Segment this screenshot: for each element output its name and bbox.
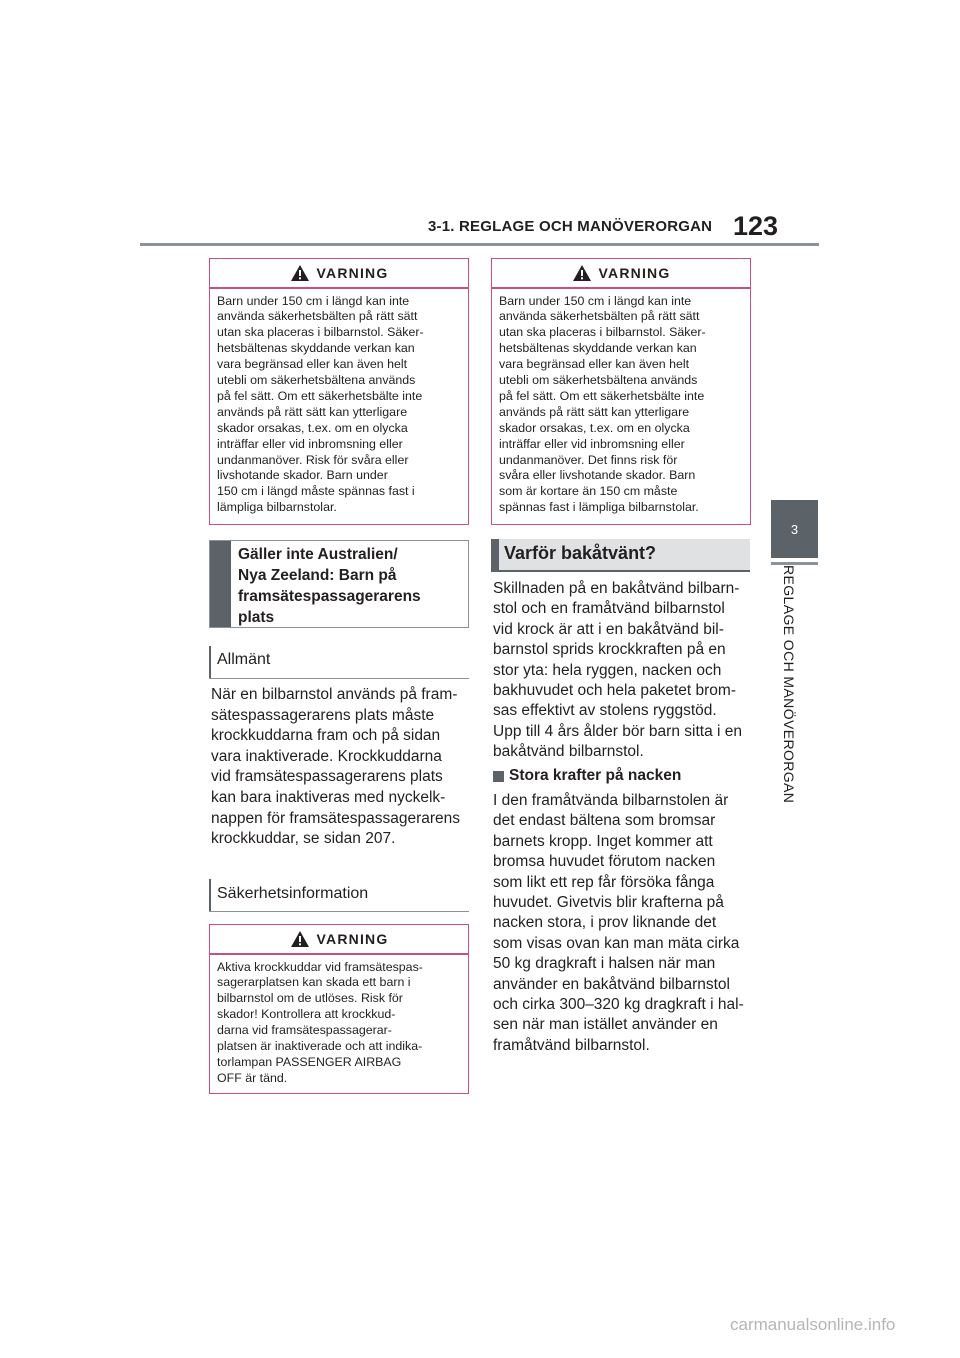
- warning-line: används på rätt sätt kan ytterligare: [499, 404, 690, 419]
- warning-line: hetsbältenas skyddande verkan kan: [217, 341, 415, 356]
- subheading-bar: [209, 646, 211, 678]
- header-divider: [140, 243, 819, 246]
- chapter-number: 3: [790, 521, 799, 537]
- paragraph-line: huvudet. Givetvis blir krafterna på: [493, 894, 724, 912]
- warning-line: darna vid framsätespassagerar-: [217, 1023, 392, 1038]
- bullet-square-icon: [493, 771, 504, 782]
- warning-line: lämpliga bilbarnstolar.: [217, 500, 337, 515]
- section-heading-text: [238, 544, 421, 628]
- paragraph-line: 50 kg dragkraft i halsen när man: [493, 955, 716, 973]
- warning-line: inträffar eller vid inbromsning eller: [499, 436, 685, 451]
- warning-line: skador orsakas, t.ex. om en olycka: [499, 420, 690, 435]
- warning-line: sagerarplatsen kan skada ett barn i: [217, 975, 411, 990]
- paragraph-line: använder en bakåtvänd bilbarnstol: [493, 975, 730, 993]
- warning-text: [210, 289, 468, 517]
- warning-label: VARNING: [316, 931, 389, 947]
- paragraph-line: det endast bältena som bromsar: [493, 812, 716, 830]
- paragraph-line: vid krock är att i en bakåtvänd bil-: [493, 620, 724, 638]
- warning-line: undanmanöver. Risk för svåra eller: [217, 452, 409, 467]
- paragraph-line: stor yta: hela ryggen, nacken och: [493, 661, 722, 679]
- paragraph-line: Upp till 4 års ålder bör barn sitta i en: [493, 722, 742, 740]
- warning-header: [492, 259, 750, 287]
- paragraph-line: framåtvänd bilbarnstol.: [493, 1036, 650, 1054]
- section-heading-line: Nya Zeeland: Barn på: [238, 567, 397, 584]
- paragraph-line: som visas ovan kan man mäta cirka: [493, 934, 740, 952]
- warning-line: Aktiva krockkuddar vid framsätespas-: [217, 959, 423, 974]
- intro-paragraph: [493, 579, 755, 763]
- warning-line: 150 cm i längd måste spännas fast i: [217, 484, 415, 499]
- paragraph-line: nacken stora, i prov liknande det: [493, 914, 717, 932]
- subheading-safety: Säkerhetsinformation: [217, 885, 369, 902]
- paragraph-line: kan bara inaktiveras med nyckelk-: [211, 788, 446, 806]
- paragraph-line: bakhuvudet och hela paketet brom-: [493, 682, 736, 700]
- warning-label: VARNING: [598, 265, 671, 281]
- warning-box-airbag: [209, 924, 469, 1094]
- warning-line: utan ska placeras i bilbarnstol. Säker-: [217, 325, 424, 340]
- warning-line: på fel sätt. Om ett säkerhetsbälte inte: [217, 388, 423, 403]
- bullet-paragraph: [493, 791, 755, 1056]
- warning-triangle-icon: [290, 264, 310, 282]
- warning-label: VARNING: [316, 265, 389, 281]
- warning-line: Barn under 150 cm i längd kan inte: [217, 293, 410, 308]
- section-heading-line: plats: [238, 609, 275, 626]
- warning-text: [210, 955, 468, 1087]
- watermark: carmanualsonline.info: [730, 1315, 896, 1334]
- section-heading-line: framsätespassagerarens: [238, 588, 421, 605]
- chapter-title: REGLAGE OCH MANÖVERORGAN: [781, 565, 797, 804]
- paragraph-line: krockkuddarna fram och på sidan: [211, 727, 441, 745]
- warning-box-child-height-right: [491, 258, 751, 525]
- warning-box-child-height: [209, 258, 469, 525]
- warning-line: vara begränsad eller kan även helt: [499, 357, 690, 372]
- warning-line: på fel sätt. Om ett säkerhetsbälte inte: [499, 388, 705, 403]
- paragraph-line: bromsa huvudet förutom nacken: [493, 853, 716, 871]
- warning-line: använda säkerhetsbälten på rätt sätt: [217, 309, 418, 324]
- warning-line: utebli om säkerhetsbältena används: [217, 373, 416, 388]
- warning-line: OFF är tänd.: [217, 1070, 288, 1085]
- paragraph-line: barnets kropp. Inget kommer att: [493, 832, 713, 850]
- paragraph-line: Skillnaden på en bakåtvänd bilbarn-: [493, 580, 740, 597]
- subheading-bar: [209, 879, 211, 911]
- paragraph-line: barnstol sprids krockkraften på en: [493, 641, 726, 659]
- paragraph-line: som likt ett rep får försöka fånga: [493, 873, 715, 891]
- warning-line: bilbarnstol om de utlöses. Risk för: [217, 991, 403, 1006]
- paragraph-line: sätespassagerarens plats måste: [211, 706, 435, 724]
- section-title: 3-1. REGLAGE OCH MANÖVERORGAN: [428, 218, 713, 235]
- paragraph-line: sas effektivt av stolens ryggstöd.: [493, 702, 717, 720]
- paragraph-line: krockkuddar, se sidan 207.: [211, 830, 396, 848]
- warning-line: utan ska placeras i bilbarnstol. Säker-: [499, 325, 706, 340]
- paragraph-line: sen när man istället använder en: [493, 1016, 718, 1034]
- warning-line: spännas fast i lämpliga bilbarnstolar.: [499, 500, 699, 515]
- subheading-divider: [209, 678, 469, 679]
- warning-line: platsen är inaktiverade och att indika-: [217, 1039, 423, 1054]
- paragraph-line: vid framsätespassagerarens plats: [211, 768, 443, 786]
- warning-line: utebli om säkerhetsbältena används: [499, 373, 698, 388]
- section-heading-line: Gäller inte Australien/: [238, 546, 398, 563]
- warning-line: som är kortare än 150 cm måste: [499, 484, 678, 499]
- warning-text: [492, 289, 750, 517]
- bullet-heading: [493, 767, 681, 785]
- paragraph-line: vara inaktiverade. Krockkuddarna: [211, 747, 442, 765]
- paragraph-line: bakåtvänd bilbarnstol.: [493, 743, 644, 761]
- warning-line: använda säkerhetsbälten på rätt sätt: [499, 309, 700, 324]
- warning-line: hetsbältenas skyddande verkan kan: [499, 341, 697, 356]
- paragraph-line: I den framåtvända bilbarnstolen är: [493, 792, 729, 809]
- subheading-divider: [209, 911, 469, 912]
- paragraph-line: nappen för framsätespassagerarens: [211, 809, 461, 827]
- heading-bar: [491, 539, 499, 570]
- bullet-heading-text: Stora krafter på nacken: [509, 767, 682, 784]
- warning-line: används på rätt sätt kan ytterligare: [217, 404, 408, 419]
- paragraph-line: När en bilbarnstol används på fram-: [211, 686, 458, 703]
- warning-triangle-icon: [572, 264, 592, 282]
- heading-text: Varför bakåtvänt?: [504, 543, 657, 563]
- warning-header: [210, 259, 468, 287]
- warning-line: undanmanöver. Det finns risk för: [499, 452, 678, 467]
- warning-line: svåra eller livshotande skador. Barn: [499, 468, 696, 483]
- rear-facing-heading: [491, 539, 750, 570]
- warning-line: vara begränsad eller kan även helt: [217, 357, 408, 372]
- warning-triangle-icon: [290, 930, 310, 948]
- chapter-tab: [771, 500, 818, 558]
- section-heading: [209, 540, 469, 628]
- page-number: 123: [733, 211, 779, 241]
- warning-line: livshotande skador. Barn under: [217, 468, 388, 483]
- warning-header: [210, 925, 468, 953]
- section-heading-bar: [210, 541, 231, 627]
- warning-line: skador! Kontrollera att krockkud-: [217, 1007, 396, 1022]
- subheading-general: Allmänt: [217, 651, 271, 668]
- general-paragraph: [211, 685, 473, 850]
- heading-divider: [491, 570, 750, 572]
- warning-line: torlampan PASSENGER AIRBAG: [217, 1054, 402, 1069]
- warning-line: Barn under 150 cm i längd kan inte: [499, 293, 692, 308]
- warning-line: skador orsakas, t.ex. om en olycka: [217, 420, 408, 435]
- warning-line: inträffar eller vid inbromsning eller: [217, 436, 403, 451]
- paragraph-line: stol och en framåtvänd bilbarnstol: [493, 600, 725, 618]
- paragraph-line: och cirka 300–320 kg dragkraft i hal-: [493, 996, 744, 1014]
